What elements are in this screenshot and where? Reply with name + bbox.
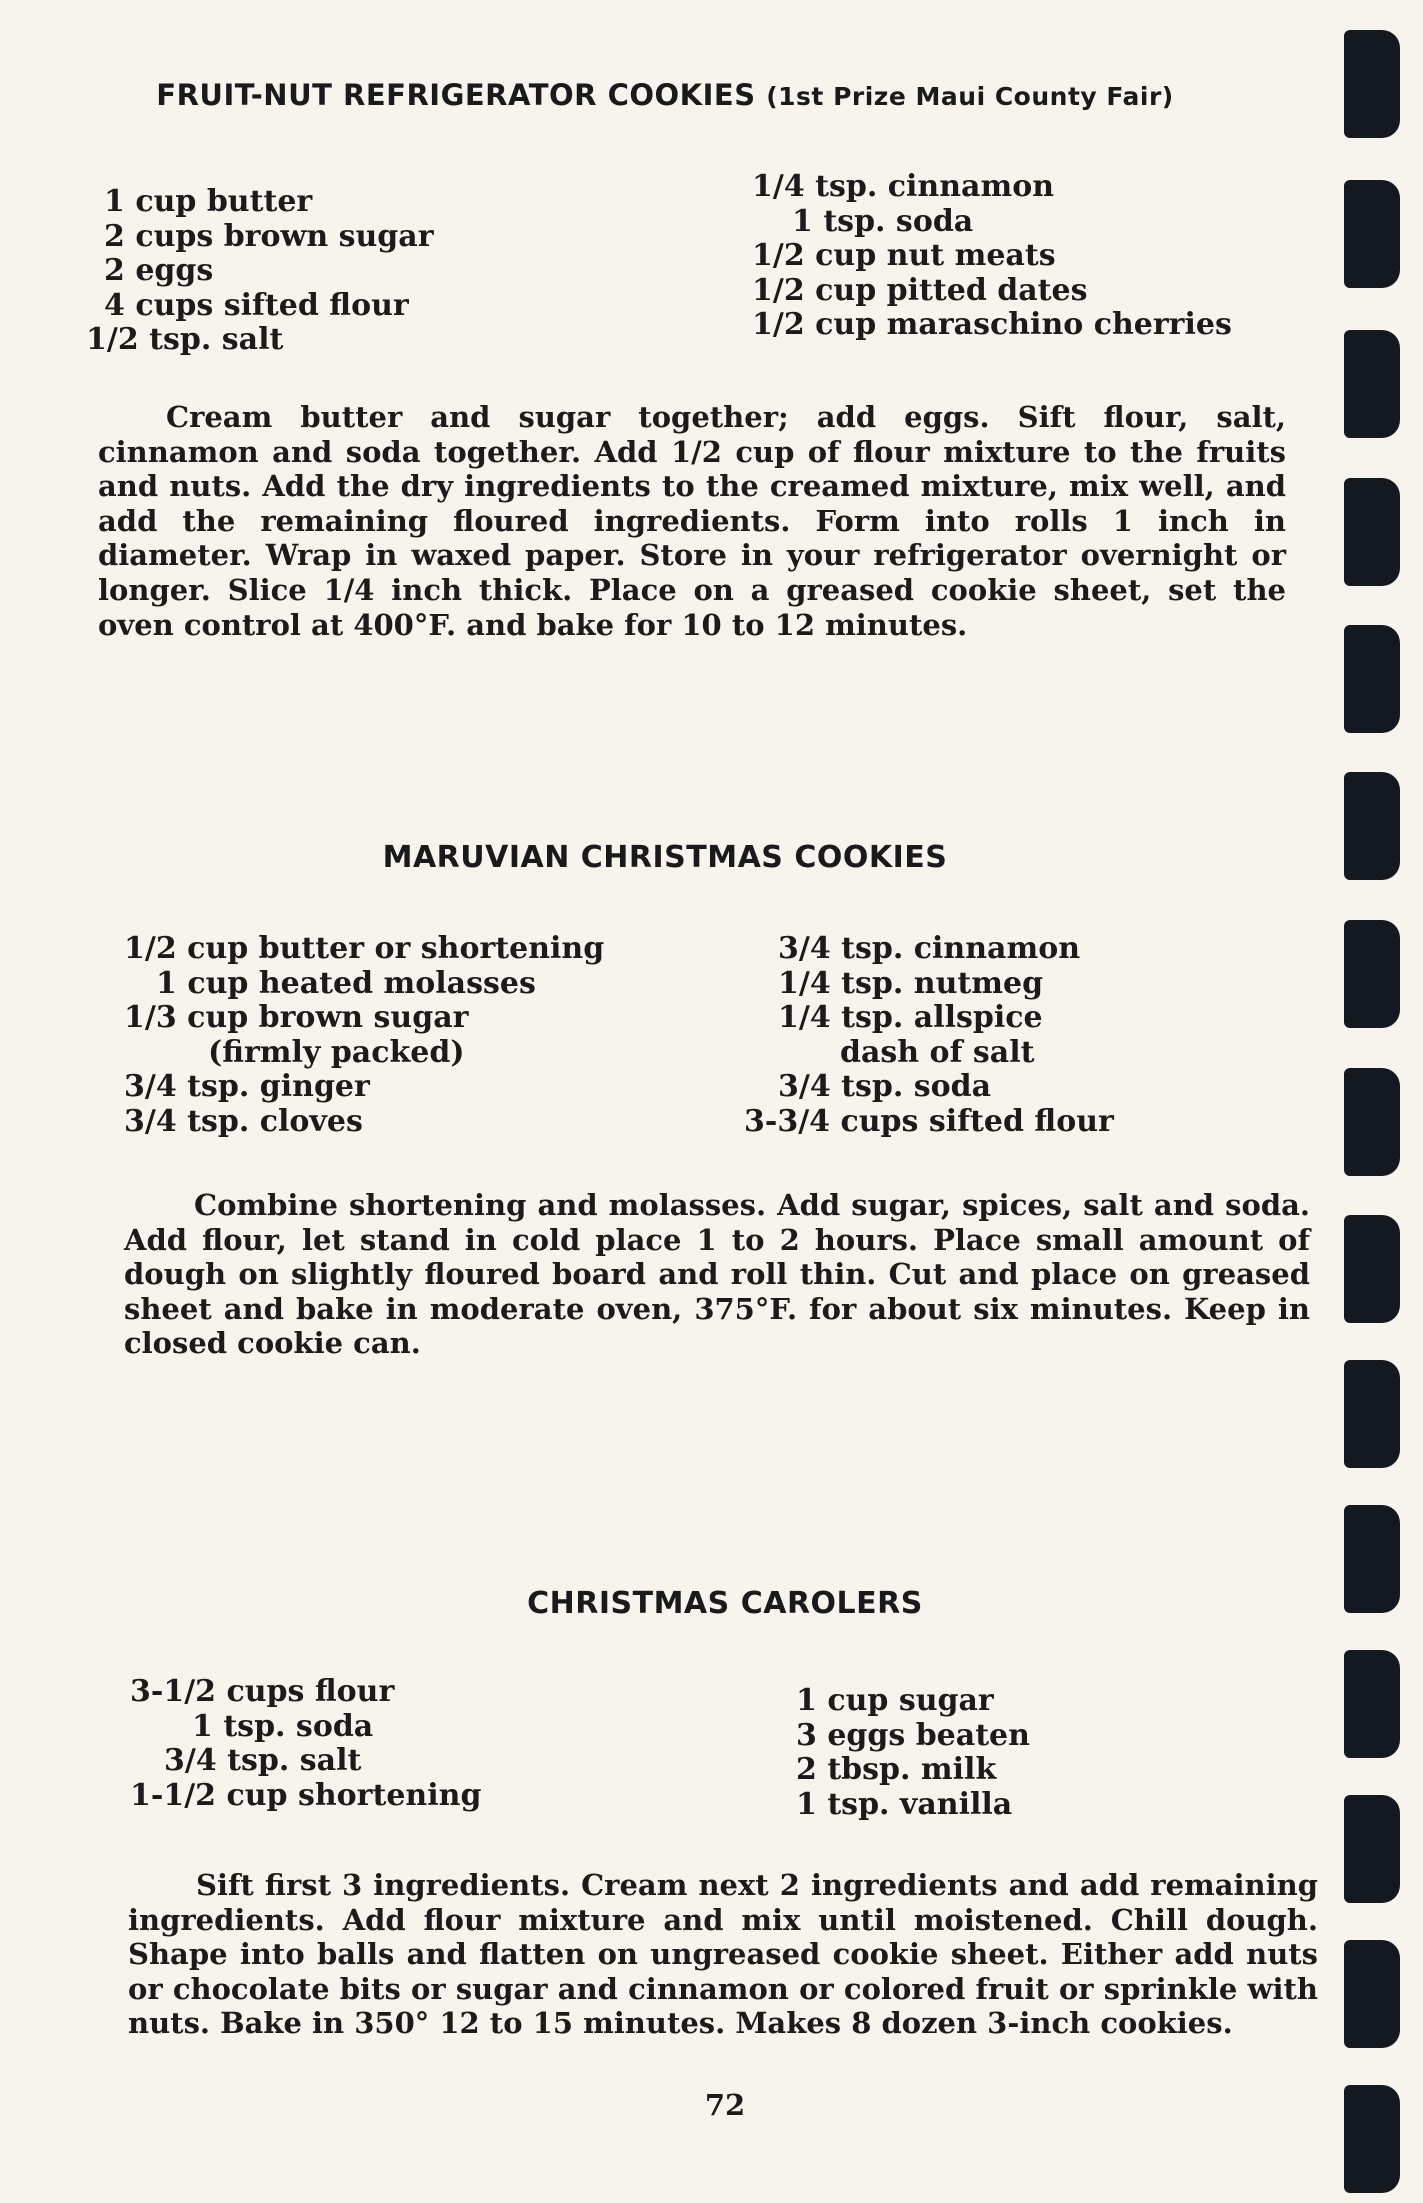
recipe-directions: Sift first 3 ingredients. Cream next 2 ingredients and add remaining ingredients. Add flour mixture and mix until moistened. Chill dough. Shape into balls and flatten on ungreased cookie sheet. Either add nuts or chocolate bits or sugar and cinnamon or colored fruit or sprinkle with nuts. Bake in 350° 12 to 15 minutes. Makes 8 dozen 3-inch cookies. [128, 1868, 1318, 2041]
binding-ring [1344, 1068, 1400, 1176]
ingredient: 3-1/2 cups flour [130, 1674, 395, 1709]
page-number: 72 [704, 2088, 746, 2122]
ingredient: 1/2 cup pitted dates [752, 272, 1088, 308]
ingredient: 1 cup heated molasses [156, 965, 536, 1001]
ingredients-left [86, 184, 434, 358]
ingredient: 2 cups brown sugar [104, 218, 434, 254]
ingredient: 1/4 tsp. nutmeg [778, 965, 1044, 1001]
ingredient: 2 tbsp. milk [796, 1752, 997, 1787]
binding-ring [1344, 330, 1400, 438]
recipe-title-carolers: CHRISTMAS CAROLERS [527, 1586, 923, 1621]
ingredient: 1/3 cup brown sugar [124, 1000, 469, 1035]
ingredient: 1/2 cup nut meats [752, 238, 1056, 273]
binding-ring [1344, 478, 1400, 586]
ingredients-left [130, 1675, 481, 1813]
ingredients-right [744, 931, 1114, 1139]
ingredient: 1/4 tsp. allspice [778, 1000, 1043, 1035]
binding-ring [1344, 1215, 1400, 1323]
ingredient: 3-3/4 cups sifted flour [744, 1103, 1114, 1139]
binding-ring [1344, 2085, 1400, 2193]
binding-ring [1344, 1940, 1400, 2048]
ingredient: 1/4 tsp. cinnamon [752, 169, 1055, 204]
recipe-title-maruvian: MARUVIAN CHRISTMAS COOKIES [382, 840, 948, 875]
ingredient: dash of salt [840, 1034, 1035, 1070]
ingredient: 1 tsp. soda [792, 203, 974, 239]
ingredients-right [752, 170, 1232, 343]
ingredient: 1 cup butter [104, 184, 313, 219]
spiral-binding [1332, 0, 1423, 2203]
ingredient: 2 eggs [104, 253, 214, 288]
recipe-subtitle: (1st Prize Maui County Fair) [766, 82, 1174, 111]
ingredient: 1/2 tsp. salt [86, 322, 284, 357]
ingredient: 3/4 tsp. ginger [124, 1069, 370, 1104]
ingredient: (firmly packed) [208, 1034, 465, 1070]
recipe-directions: Combine shortening and molasses. Add sugar, spices, salt and soda. Add flour, let stand in cold place 1 to 2 hours. Place small amount of dough on slightly floured board and roll thin. Cut and place on greased sheet and bake in moderate oven, 375°F. for about six minutes. Keep in closed cookie can. [124, 1188, 1310, 1361]
ingredients-left [124, 932, 604, 1139]
ingredient: 1 tsp. soda [192, 1708, 374, 1744]
ingredient: 1 tsp. vanilla [796, 1786, 1013, 1822]
ingredient: 3/4 tsp. cinnamon [778, 931, 1081, 966]
ingredients-right [796, 1684, 1030, 1822]
ingredient: 1/2 cup butter or shortening [124, 931, 605, 966]
binding-ring [1344, 180, 1400, 288]
binding-ring [1344, 1360, 1400, 1468]
ingredient: 4 cups sifted flour [104, 287, 409, 323]
binding-ring [1344, 1505, 1400, 1613]
recipe-directions: Cream butter and sugar together; add eggs. Sift flour, salt, cinnamon and soda together. Add 1/2 cup of flour mixture to the fruits and nuts. Add the dry ingredients to the creamed mixture, mix well, and add the remaining floured ingredients. Form into rolls 1 inch in diameter. Wrap in waxed paper. Store in your refrigerator overnight or longer. Slice 1/4 inch thick. Place on a greased cookie sheet, set the oven control at 400°F. and bake for 10 to 12 minutes. [98, 400, 1286, 642]
ingredient: 3 eggs beaten [796, 1717, 1030, 1753]
ingredient: 1/2 cup maraschino cherries [752, 307, 1232, 342]
binding-ring [1344, 920, 1400, 1028]
binding-ring [1344, 1795, 1400, 1903]
ingredient: 3/4 tsp. salt [164, 1743, 362, 1778]
binding-ring [1344, 30, 1400, 138]
ingredient: 1-1/2 cup shortening [130, 1777, 482, 1813]
binding-ring [1344, 625, 1400, 733]
binding-ring [1344, 1650, 1400, 1758]
ingredient: 3/4 tsp. cloves [124, 1103, 363, 1139]
ingredient: 3/4 tsp. soda [778, 1069, 992, 1104]
binding-ring [1344, 772, 1400, 880]
recipe-title-fruit-nut: FRUIT-NUT REFRIGERATOR COOKIES (1st Prize Maui County Fair) [156, 78, 1174, 112]
ingredient: 1 cup sugar [796, 1683, 994, 1718]
